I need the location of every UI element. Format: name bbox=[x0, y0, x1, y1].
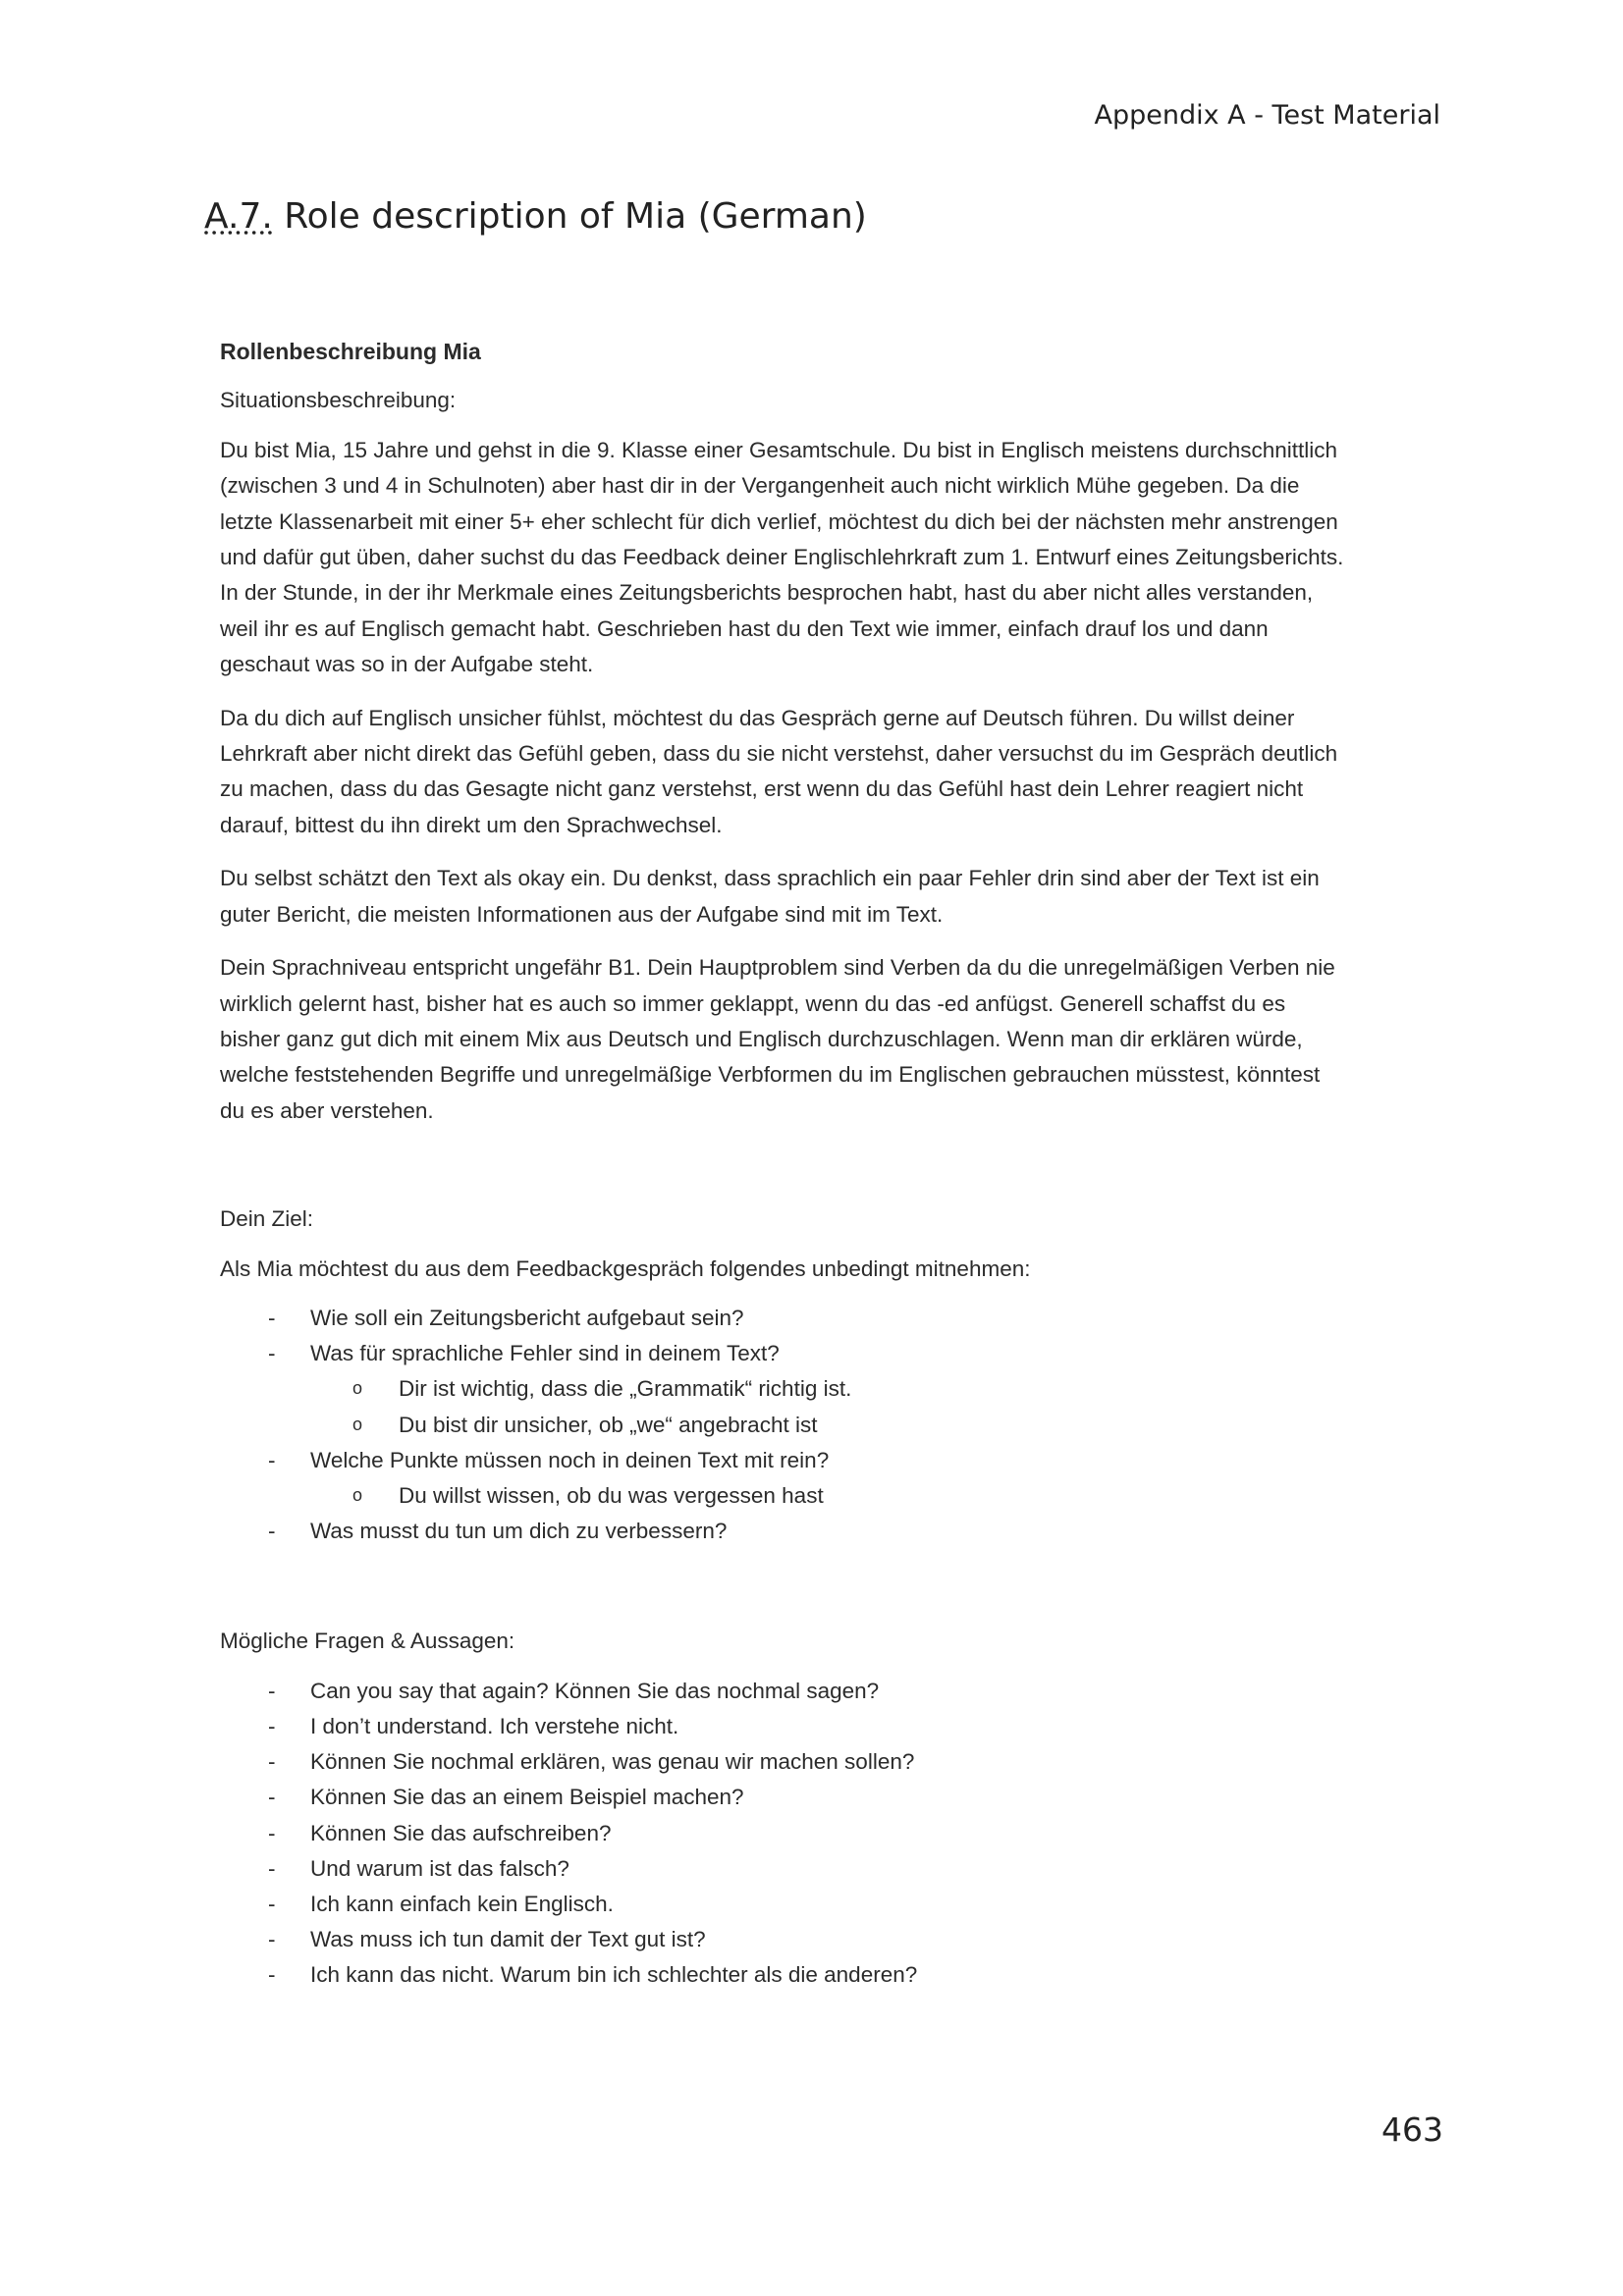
situation-paragraph: Dein Sprachniveau entspricht ungefähr B1. Dein Hauptproblem sind Verben da du die unregelmäßigen Verben nie wirklich gelernt hast, bisher hat es auch so immer geklappt, wenn du das -ed anfügst. Generell schaffst du es bisher ganz gut dich mit einem Mix aus Deutsch und Englisch durchzuschlagen. Wenn man dir erklären würde, welche feststehenden Begriffe und unregelmäßige Verbformen du im Englischen gebrauchen müsstest, könntest du es aber verstehen. bbox=[220, 955, 1335, 1123]
page-number: 463 bbox=[1381, 2110, 1443, 2149]
goal-item: - Wie soll ein Zeitungsbericht aufgebaut sein? bbox=[220, 1301, 1349, 1336]
question-item: - Ich kann das nicht. Warum bin ich schlechter als die anderen? bbox=[220, 1957, 1349, 1993]
situation-paragraph: Du selbst schätzt den Text als okay ein. Du denkst, dass sprachlich ein paar Fehler drin sind aber der Text ist ein guter Bericht, die meisten Informationen aus der Aufgabe sind mit im Text. bbox=[220, 866, 1320, 927]
goal-item: - Was musst du tun um dich zu verbessern? bbox=[220, 1514, 1349, 1549]
question-item: - I don’t understand. Ich verstehe nicht. bbox=[220, 1709, 1349, 1744]
question-item: - Ich kann einfach kein Englisch. bbox=[220, 1887, 1349, 1922]
situation-paragraph: Da du dich auf Englisch unsicher fühlst, möchtest du das Gespräch gerne auf Deutsch führen. Du willst deiner Lehrkraft aber nicht direkt das Gefühl geben, dass du sie nicht verstehst, daher versuchst du im Gespräch deutlich zu machen, dass du das Gesagte nicht ganz verstehst, erst wenn du das Gefühl hast dein Lehrer reagiert nicht darauf, bittest du ihn direkt um den Sprachwechsel. bbox=[220, 705, 1338, 837]
situation-label: Situationsbeschreibung: bbox=[220, 388, 457, 413]
question-item: - Was muss ich tun damit der Text gut ist? bbox=[220, 1922, 1349, 1957]
question-item: - Und warum ist das falsch? bbox=[220, 1851, 1349, 1887]
question-item: - Can you say that again? Können Sie das nochmal sagen? bbox=[220, 1674, 1349, 1709]
section-title: Role description of Mia (German) bbox=[284, 196, 867, 237]
goal-subitem: o Dir ist wichtig, dass die „Grammatik“ richtig ist. bbox=[310, 1371, 1349, 1407]
goal-subitem: o Du bist dir unsicher, ob „we“ angebracht ist bbox=[310, 1408, 1349, 1443]
section-heading bbox=[204, 196, 867, 237]
goal-item: - Welche Punkte müssen noch in deinen Text mit rein? o Du willst wissen, ob du was vergessen hast bbox=[220, 1443, 1349, 1514]
goal-list bbox=[220, 1301, 1349, 1549]
goal-subitem: o Du willst wissen, ob du was vergessen hast bbox=[310, 1478, 1349, 1514]
goal-item: - Was für sprachliche Fehler sind in deinem Text? o Dir ist wichtig, dass die „Grammatik“ richtig ist. o Du bist dir unsicher, ob „we“ angebracht ist bbox=[220, 1336, 1349, 1443]
goal-sublist bbox=[310, 1371, 1349, 1442]
role-title: Rollenbeschreibung Mia bbox=[220, 339, 481, 364]
running-header: Appendix A - Test Material bbox=[1094, 100, 1440, 131]
section-number: A.7. bbox=[204, 196, 273, 237]
goal-label: Dein Ziel: bbox=[220, 1206, 314, 1232]
question-item: - Können Sie das aufschreiben? bbox=[220, 1816, 1349, 1851]
situation-paragraph: Du bist Mia, 15 Jahre und gehst in die 9. Klasse einer Gesamtschule. Du bist in Englisch meistens durchschnittlich (zwischen 3 und 4 in Schulnoten) aber hast dir in der Vergangenheit auch nicht wirklich Mühe gegeben. Da die letzte Klassenarbeit mit einer 5+ eher schlecht für dich verlief, möchtest du dich bei der nächsten mehr anstrengen und dafür gut üben, daher suchst du das Feedback deiner Englischlehrkraft zum 1. Entwurf eines Zeitungsberichts. In der Stunde, in der ihr Merkmale eines Zeitungsberichts besprochen habt, hast du aber nicht alles verstanden, weil ihr es auf Englisch gemacht habt. Geschrieben hast du den Text wie immer, einfach drauf los und dann geschaut was so in der Aufgabe steht. bbox=[220, 437, 1344, 677]
question-item: - Können Sie das an einem Beispiel machen? bbox=[220, 1780, 1349, 1815]
question-item: - Können Sie nochmal erklären, was genau wir machen sollen? bbox=[220, 1744, 1349, 1780]
goal-sublist bbox=[310, 1478, 1349, 1514]
questions-label: Mögliche Fragen & Aussagen: bbox=[220, 1629, 515, 1654]
goal-intro: Als Mia möchtest du aus dem Feedbackgespräch folgendes unbedingt mitnehmen: bbox=[220, 1255, 1031, 1281]
questions-list bbox=[220, 1674, 1349, 1994]
scanned-role-description bbox=[220, 334, 1349, 1994]
